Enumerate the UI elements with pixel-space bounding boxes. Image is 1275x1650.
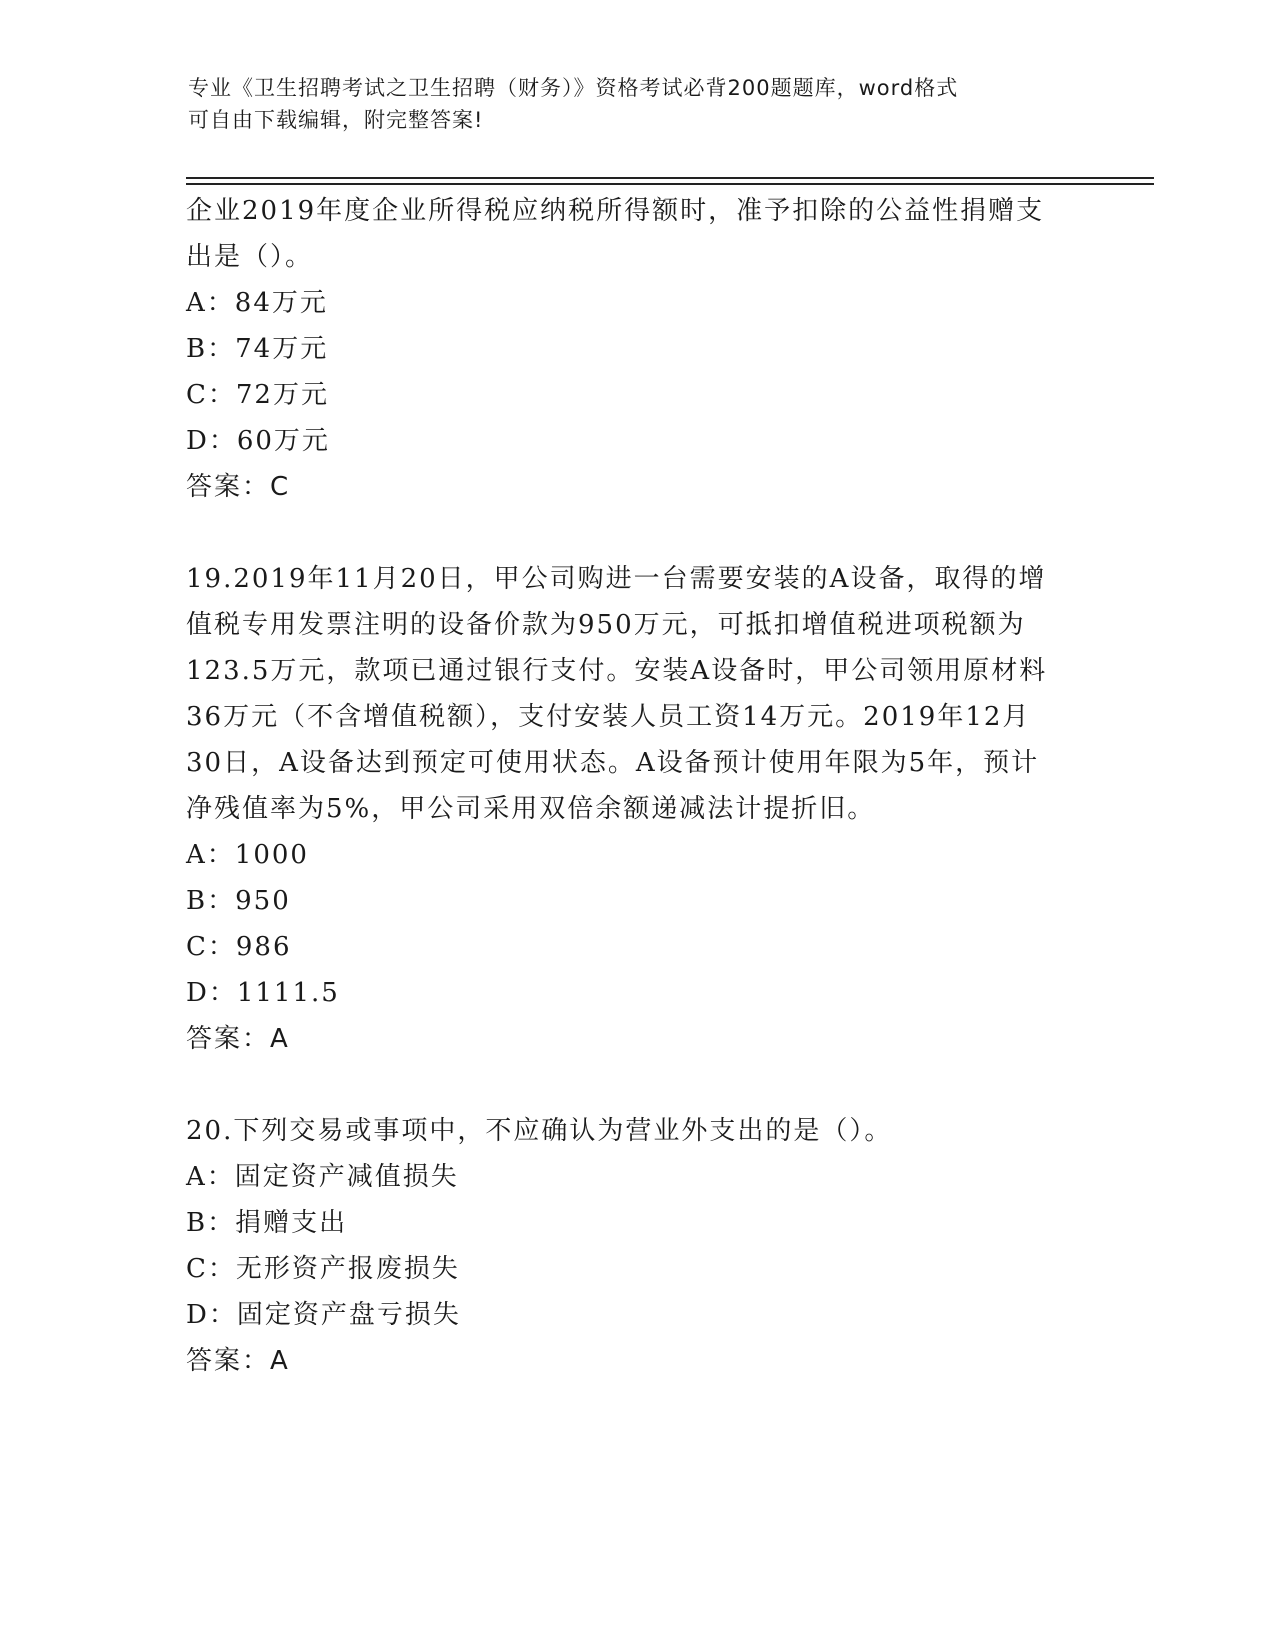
question-text-line: 企业2019年度企业所得税应纳税所得额时，准予扣除的公益性捐赠支	[186, 196, 1045, 226]
question-text-line: 30日，A设备达到预定可使用状态。A设备预计使用年限为5年，预计	[186, 748, 1040, 778]
spacer	[186, 1062, 1086, 1108]
option-b: B：950	[186, 886, 291, 916]
question-text-line: 20.下列交易或事项中，不应确认为营业外支出的是（）。	[186, 1116, 893, 1146]
question-text-line: 123.5万元，款项已通过银行支付。安装A设备时，甲公司领用原材料	[186, 656, 1048, 686]
option-c: C：无形资产报废损失	[186, 1254, 460, 1284]
question-19	[186, 556, 1086, 1062]
answer-line: 答案：C	[186, 472, 291, 502]
question-text-line: 出是（）。	[186, 242, 314, 272]
header-line-1: 专业《卫生招聘考试之卫生招聘（财务）》资格考试必背200题题库，word格式	[188, 76, 959, 100]
option-a: A：1000	[186, 840, 309, 870]
question-text-line: 值税专用发票注明的设备价款为950万元，可抵扣增值税进项税额为	[186, 610, 1026, 640]
question-18	[186, 188, 1086, 510]
option-d: D：60万元	[186, 426, 330, 456]
option-d: D：固定资产盘亏损失	[186, 1300, 461, 1330]
document-header	[188, 72, 1088, 136]
option-b: B：捐赠支出	[186, 1208, 348, 1238]
header-divider-bottom	[186, 183, 1154, 185]
header-line-2: 可自由下载编辑，附完整答案!	[188, 108, 484, 132]
question-list	[186, 188, 1086, 1384]
spacer	[186, 510, 1086, 556]
option-c: C：986	[186, 932, 292, 962]
option-c: C：72万元	[186, 380, 329, 410]
option-a: A：84万元	[186, 288, 328, 318]
question-text-line: 净残值率为5%，甲公司采用双倍余额递减法计提折旧。	[186, 794, 876, 824]
header-divider-top	[186, 177, 1154, 179]
question-text-line: 36万元（不含增值税额），支付安装人员工资14万元。2019年12月	[186, 702, 1031, 732]
answer-line: 答案：A	[186, 1346, 290, 1376]
question-text-line: 19.2019年11月20日，甲公司购进一台需要安装的A设备，取得的增	[186, 564, 1047, 594]
question-20	[186, 1108, 1086, 1384]
answer-line: 答案：A	[186, 1024, 290, 1054]
option-d: D：1111.5	[186, 978, 340, 1008]
option-b: B：74万元	[186, 334, 329, 364]
option-a: A：固定资产减值损失	[186, 1162, 459, 1192]
